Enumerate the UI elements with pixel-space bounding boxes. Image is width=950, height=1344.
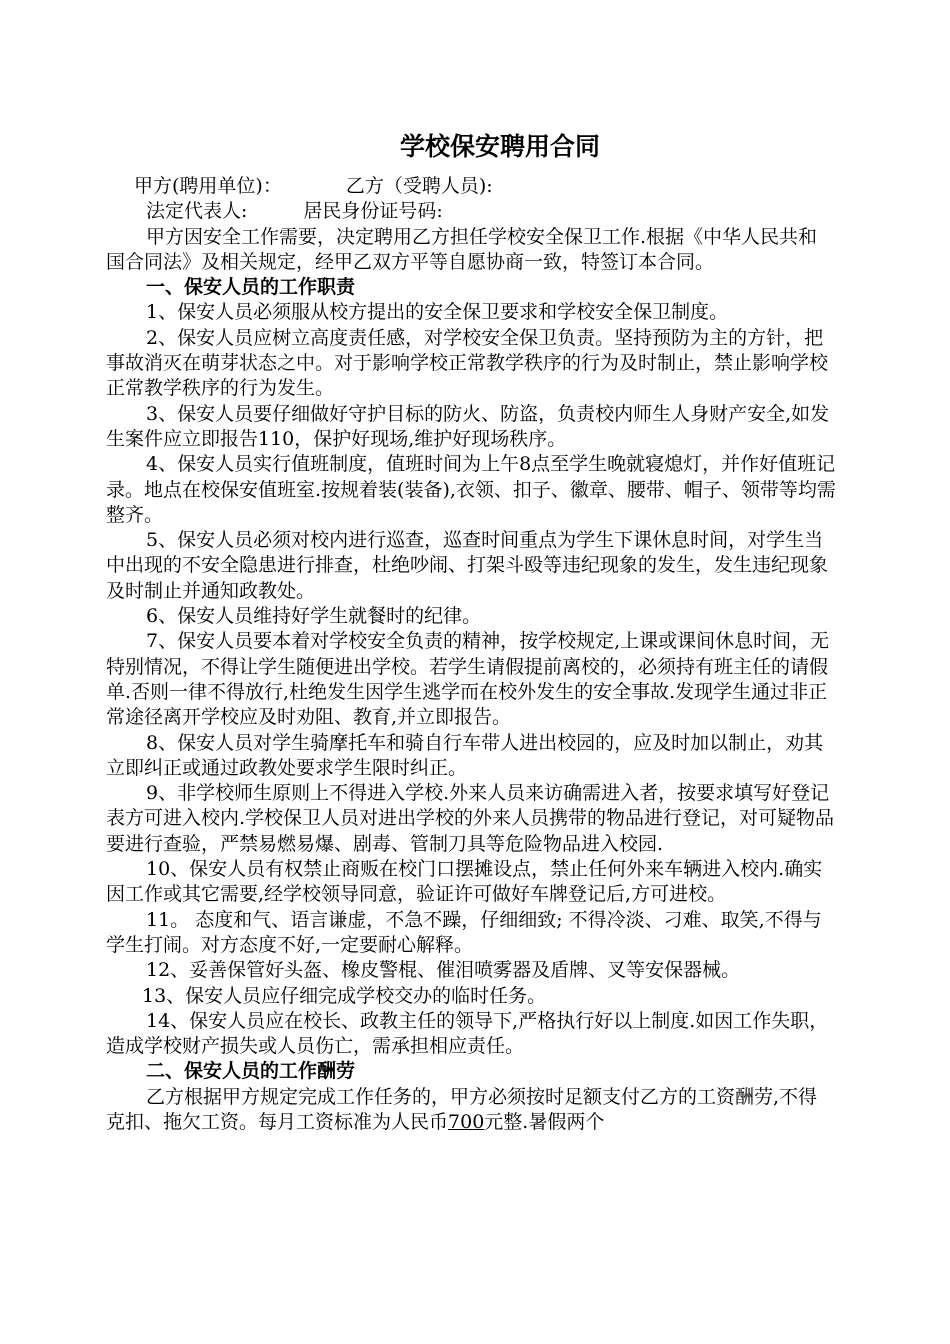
duty-item-7: 7、保安人员要本着对学校安全负责的精神，按学校规定,上课或课间休息时间，无特别情况，不得让学生随便进出学校。若学生请假提前离校的，必须持有班主任的请假单.否则一律不得放行,杜绝发生因学生逃学而在校外发生的安全事故.发现学生通过非正常途径离开学校应及时劝阻、教育,并立即报告。: [106, 630, 830, 729]
id-number-label: 居民身份证号码:: [303, 200, 443, 223]
duty-item-3: 3、保安人员要仔细做好守护目标的防火、防盗，负责校内师生人身财产安全,如发生案件应立即报告110，保护好现场,维护好现场秩序。: [106, 402, 830, 450]
pay-text-a: 乙方根据甲方规定完成工作任务的，甲方必须按时足额支付乙方的工资酬劳,不得克扣、拖欠工资。每月工资标准为人民币: [106, 1085, 818, 1133]
duty-item-10: 10、保安人员有权禁止商贩在校门口摆摊设点，禁止任何外来车辆进入校内.确实因工作或其它需要,经学校领导同意，验证许可做好车牌登记后,方可进校。: [106, 858, 823, 906]
pay-amount: 700: [448, 1110, 485, 1133]
duty-item-14: 14、保安人员应在校长、政教主任的领导下,严格执行好以上制度.如因工作失职，造成学校财产损失或人员伤亡，需承担相应责任。: [106, 1009, 829, 1058]
duty-item-6: 6、保安人员维持好学生就餐时的纪律。: [146, 605, 482, 628]
pay-text-b: 元整.暑假两个: [484, 1110, 605, 1133]
party-b-label: 乙方（受聘人员):: [345, 175, 493, 197]
duty-item-4: 4、保安人员实行值班制度，值班时间为上午8点至学生晚就寝熄灯，并作好值班记录。地点在校保安值班室.按规着装(装备),衣领、扣子、徽章、腰带、帽子、领带等均需整齐。: [106, 453, 836, 526]
party-a-label: 甲方(聘用单位)：: [134, 175, 282, 197]
page-title: 学校保安聘用合同: [399, 132, 600, 161]
duty-item-13: 13、保安人员应仔细完成学校交办的临时任务。: [142, 984, 547, 1007]
legal-rep-label: 法定代表人:: [146, 200, 248, 223]
duty-item-2: 2、保安人员应树立高度责任感，对学校安全保卫负责。坚持预防为主的方针，把事故消灭在萌芽状态之中。对于影响学校正常教学秩序的行为及时制止，禁止影响学校正常教学秩序的行为发生。: [106, 326, 829, 400]
duty-item-1: 1、保安人员必须服从校方提出的安全保卫要求和学校安全保卫制度。: [146, 301, 729, 324]
duty-item-5: 5、保安人员必须对校内进行巡查，巡查时间重点为学生下课休息时间，对学生当中出现的不安全隐患进行排查，杜绝吵闹、打架斗殴等违纪现象的发生，发生违纪现象及时制止并通知政教处。: [106, 529, 829, 602]
pay-paragraph: [106, 1085, 836, 1136]
duty-item-9: 9、非学校师生原则上不得进入学校.外来人员来访确需进入者，按要求填写好登记表方可进入校内.学校保卫人员对进出学校的外来人员携带的物品进行登记，对可疑物品要进行查验，严禁易燃易爆、剧毒、管制刀具等危险物品进入校园.: [106, 782, 835, 855]
duty-item-8: 8、保安人员对学生骑摩托车和骑自行车带人进出校园的，应及时加以制止，劝其立即纠正或通过政教处要求学生限时纠正。: [106, 731, 824, 779]
intro-paragraph: 甲方因安全工作需要，决定聘用乙方担任学校安全保卫工作.根据《中华人民共和国合同法》及相关规定，经甲乙双方平等自愿协商一致，特签订本合同。: [106, 225, 818, 273]
parties-line: [106, 174, 836, 199]
duty-item-12: 12、妥善保管好头盔、橡皮警棍、催泪喷雾器及盾牌、叉等安保器械。: [146, 959, 741, 982]
rep-line: [106, 199, 836, 224]
duty-item-11: 11。 态度和气、语言谦虚，不急不躁，仔细细致; 不得冷淡、刁难、取笑,不得与学生打闹。对方态度不好,一定要耐心解释。: [106, 908, 822, 956]
section-heading-pay: 二、保安人员的工作酬劳: [146, 1060, 356, 1083]
contract-body: [106, 174, 836, 1135]
section-heading-duties: 一、保安人员的工作职责: [146, 276, 356, 299]
